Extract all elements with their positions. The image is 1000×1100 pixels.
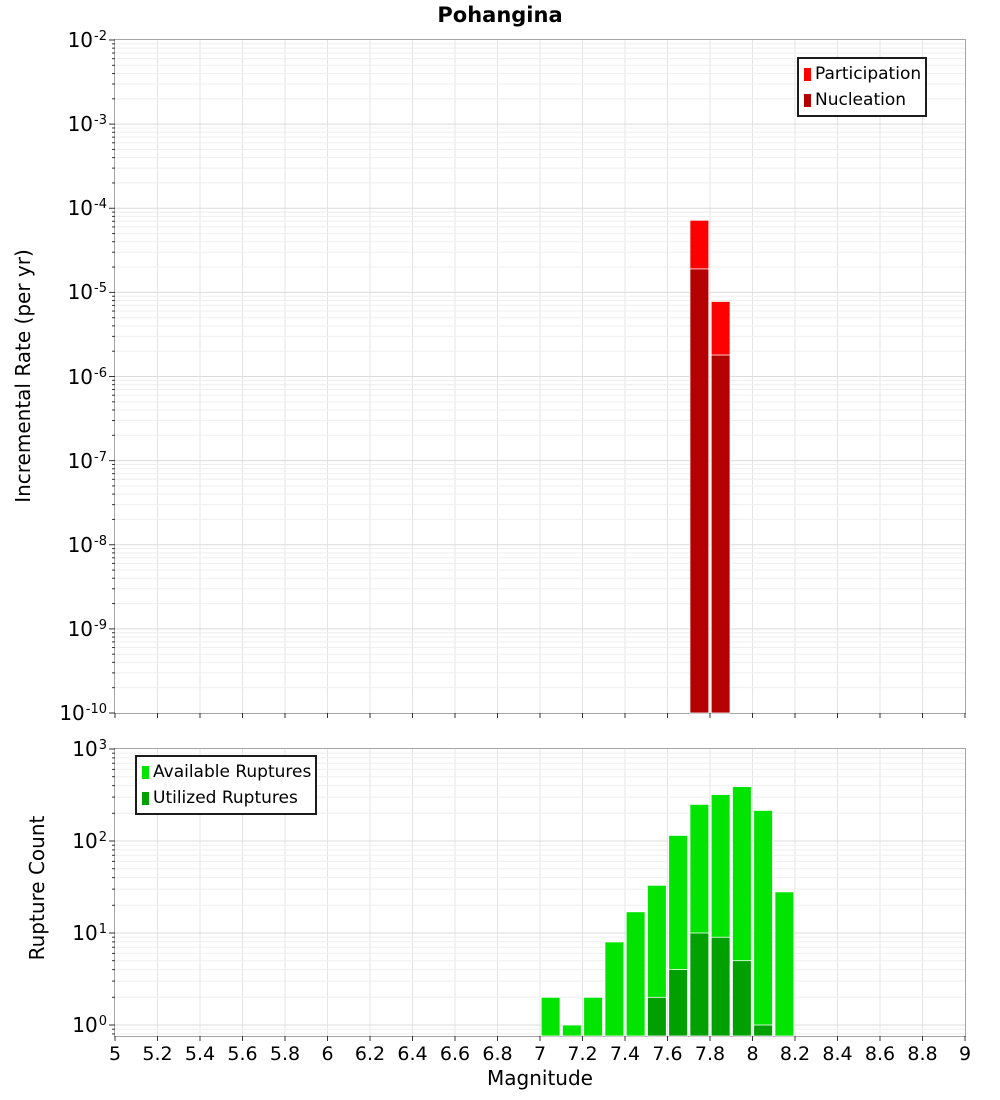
- top-panel-plot: [115, 40, 965, 713]
- y-tick-label: $10^{-8}$: [67, 532, 107, 557]
- x-tick-label: 5.2: [142, 1043, 173, 1065]
- y-tick-label: $10^1$: [72, 921, 107, 945]
- bar-available-ruptures: [605, 942, 624, 1036]
- chart-title: Pohangina: [437, 3, 563, 27]
- legend-swatch-icon: [142, 792, 149, 805]
- bar-nucleation: [711, 355, 730, 713]
- x-tick-label: 7: [533, 1043, 547, 1065]
- x-tick-label: 6.4: [397, 1043, 428, 1065]
- bar-available-ruptures: [754, 810, 773, 1036]
- x-tick-label: 5.6: [227, 1043, 258, 1065]
- bar-utilized-ruptures: [711, 937, 730, 1036]
- x-tick-label: 8.6: [864, 1043, 896, 1065]
- legend-label: Utilized Ruptures: [153, 788, 298, 808]
- y-tick-label: $10^{-7}$: [67, 448, 107, 473]
- legend-swatch-icon: [142, 766, 149, 779]
- bar-available-ruptures: [562, 1025, 581, 1036]
- y-tick-label: $10^{-9}$: [67, 616, 107, 641]
- x-tick-label: 7.8: [694, 1043, 726, 1065]
- y-tick-label: $10^{-5}$: [67, 280, 107, 305]
- legend-swatch-icon: [804, 68, 811, 81]
- bar-available-ruptures: [775, 892, 794, 1036]
- y-tick-label: $10^{-2}$: [67, 28, 107, 52]
- y-tick-label: $10^0$: [72, 1013, 107, 1037]
- x-tick-label: 7.6: [652, 1043, 683, 1065]
- legend-bottom-panel: [135, 755, 317, 815]
- x-tick-label: 8.2: [779, 1043, 811, 1065]
- legend-item: [804, 87, 921, 113]
- bar-utilized-ruptures: [690, 933, 709, 1036]
- legend-top-panel: [797, 57, 927, 117]
- y-tick-label: $10^{-4}$: [67, 196, 107, 221]
- legend-item: [804, 61, 921, 87]
- bar-utilized-ruptures: [669, 970, 688, 1036]
- x-axis-title: Magnitude: [487, 1066, 593, 1090]
- x-tick-label: 5.4: [184, 1043, 216, 1065]
- bar-utilized-ruptures: [754, 1025, 773, 1036]
- x-tick-label: 8.4: [822, 1043, 853, 1065]
- y-tick-label: $10^{-3}$: [67, 112, 107, 137]
- legend-label: Nucleation: [815, 90, 907, 110]
- top-panel: [114, 39, 966, 714]
- y-tick-label: $10^{-6}$: [67, 364, 107, 389]
- x-tick-label: 5.8: [269, 1043, 301, 1065]
- x-tick-label: 7.2: [567, 1043, 598, 1065]
- y-axis-title-bottom: Rupture Count: [25, 815, 49, 961]
- legend-label: Available Ruptures: [153, 762, 312, 782]
- bar-available-ruptures: [626, 912, 645, 1036]
- bar-utilized-ruptures: [732, 961, 751, 1036]
- x-tick-label: 6.2: [354, 1043, 386, 1065]
- legend-item: [142, 785, 311, 811]
- legend-swatch-icon: [804, 94, 811, 107]
- x-tick-label: 8: [746, 1043, 759, 1065]
- x-tick-label: 6: [321, 1043, 334, 1065]
- bar-nucleation: [690, 269, 709, 713]
- x-tick-label: 6.6: [439, 1043, 471, 1065]
- legend-label: Participation: [815, 64, 922, 84]
- legend-item: [142, 759, 311, 785]
- x-tick-label: 8.8: [907, 1043, 938, 1065]
- x-tick-label: 7.4: [609, 1043, 641, 1065]
- x-tick-label: 5: [108, 1043, 122, 1065]
- x-tick-label: 9: [958, 1043, 972, 1065]
- y-axis-title-top: Incremental Rate (per yr): [11, 249, 35, 503]
- bar-utilized-ruptures: [647, 997, 666, 1036]
- bar-available-ruptures: [541, 997, 560, 1036]
- x-tick-label: 6.8: [482, 1043, 513, 1065]
- y-tick-label: $10^{-10}$: [59, 701, 107, 725]
- y-tick-label: $10^2$: [72, 829, 107, 853]
- bar-available-ruptures: [584, 997, 603, 1036]
- y-tick-label: $10^3$: [72, 737, 107, 761]
